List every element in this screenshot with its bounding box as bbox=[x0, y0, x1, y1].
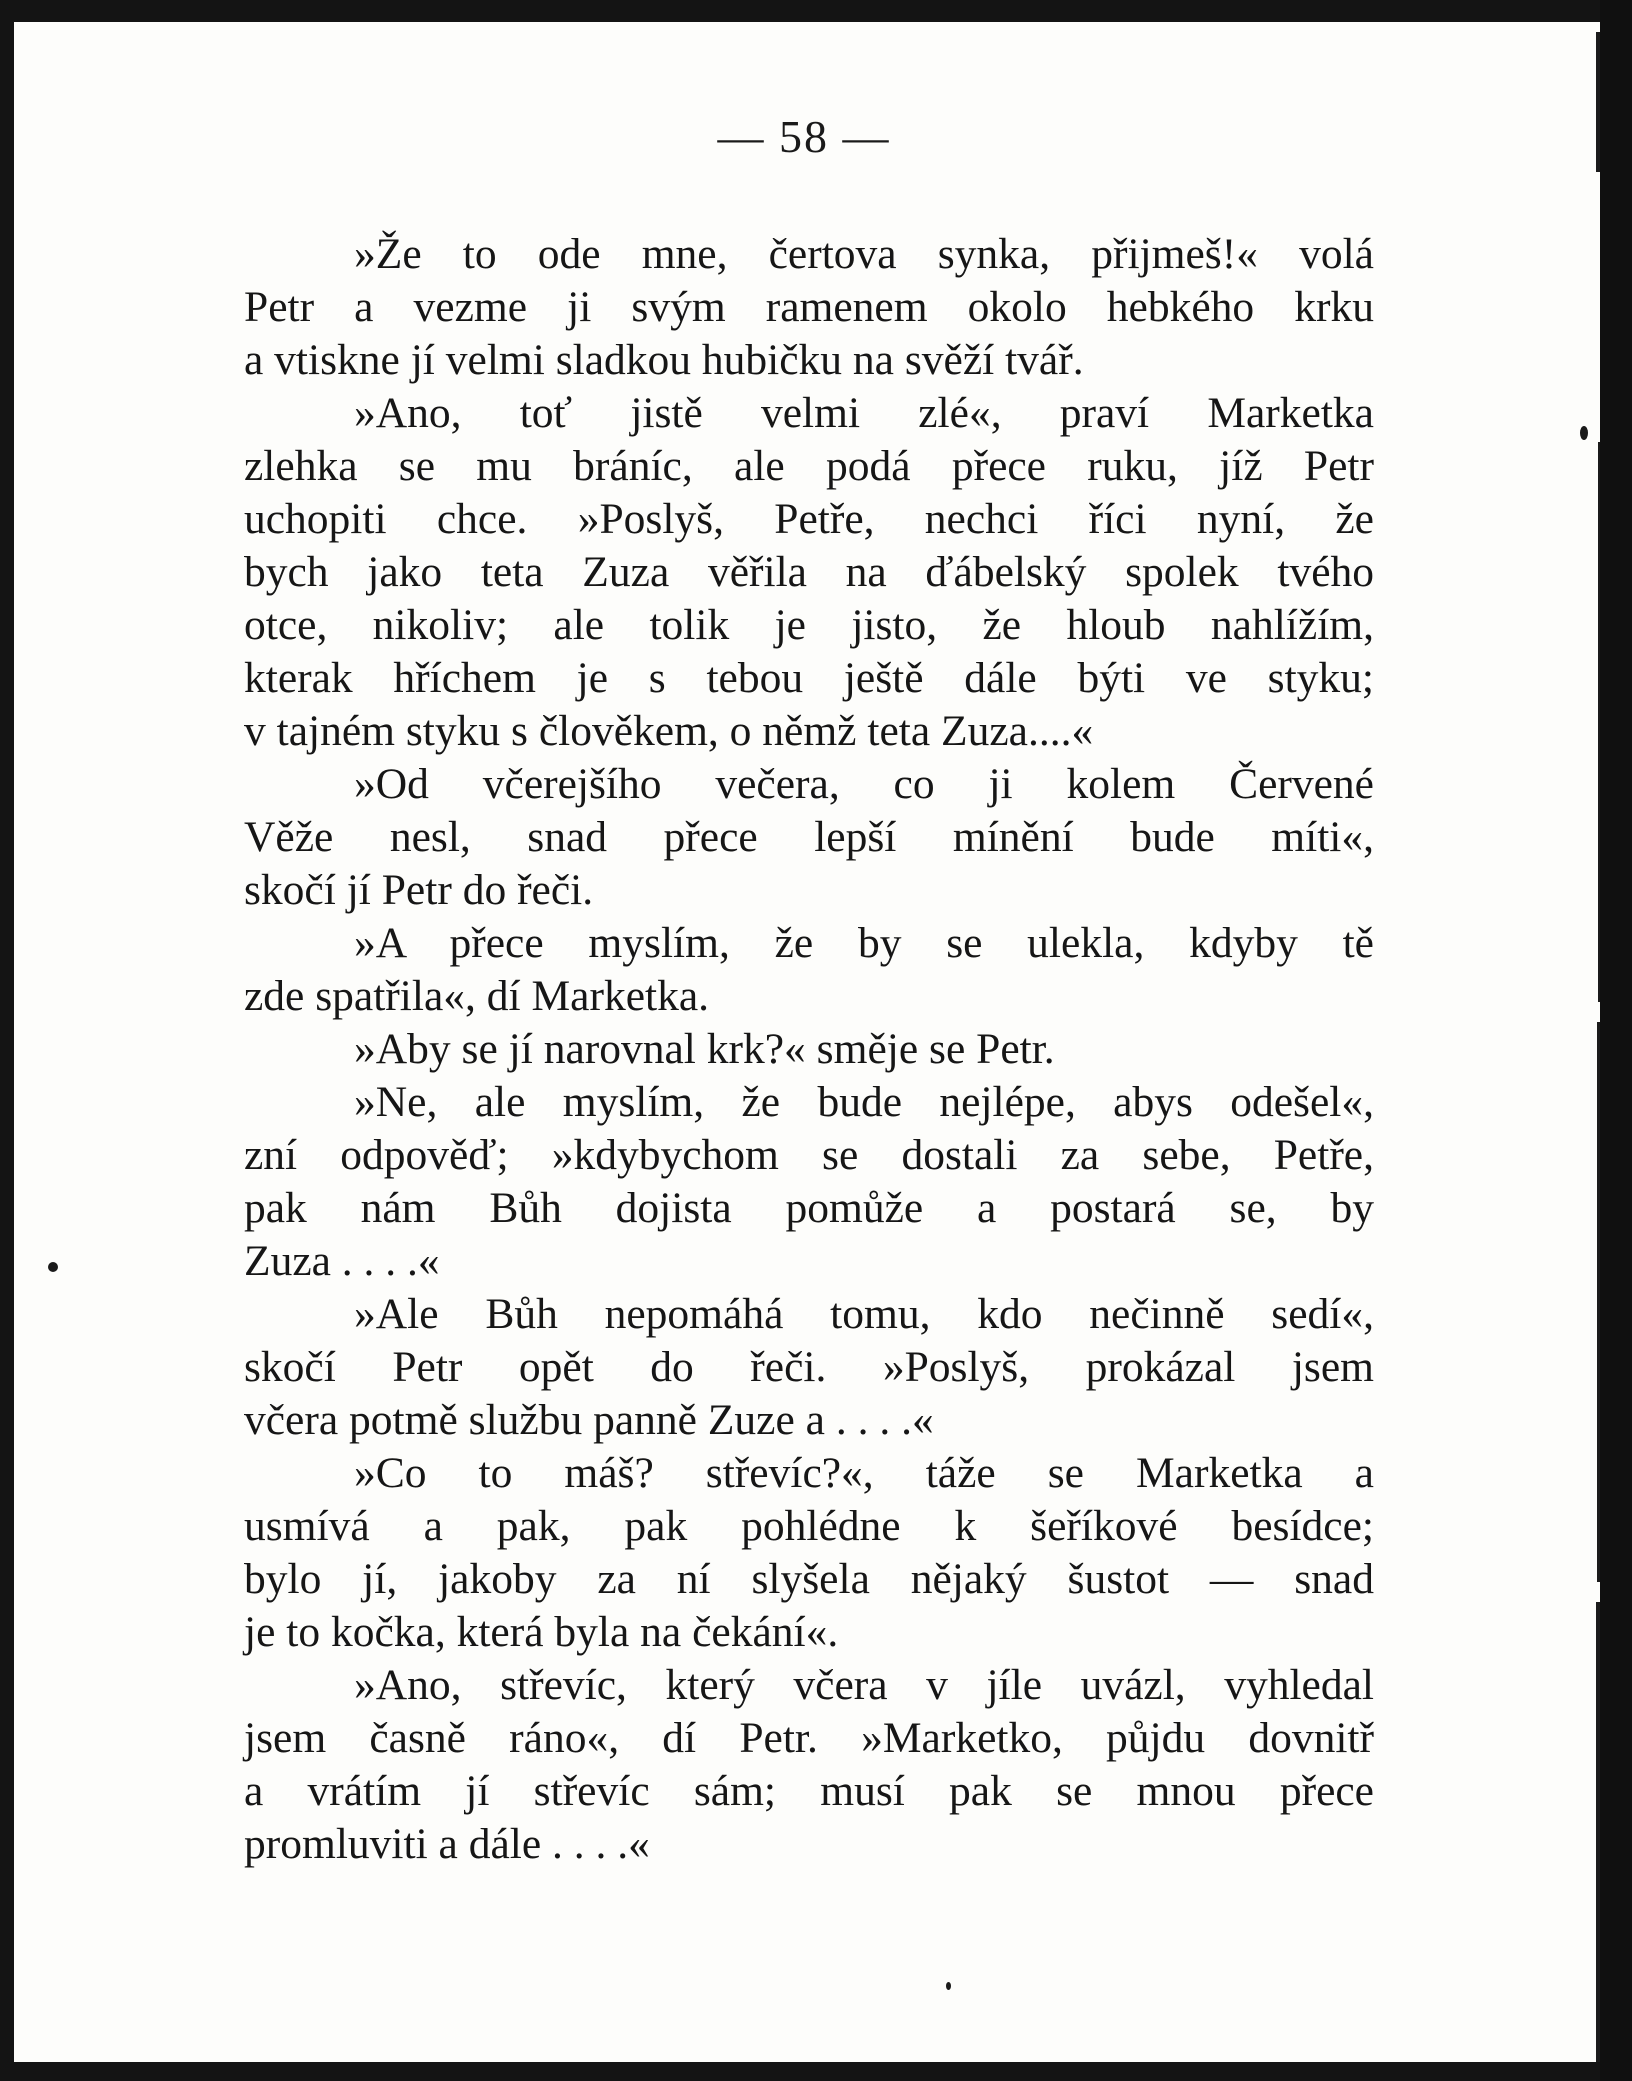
text-line: promluviti a dále . . . .« bbox=[244, 1820, 650, 1868]
text-line: Petr a vezme ji svým ramenem okolo hebkého krku bbox=[244, 283, 1374, 331]
paragraph bbox=[244, 387, 1374, 758]
text-line: »Co to máš? střevíc?«, táže se Marketka a bbox=[354, 1449, 1374, 1497]
text-line: »Ne, ale myslím, že bude nejlépe, abys odešel«, bbox=[354, 1078, 1374, 1126]
text-line: »Ano, toť jistě velmi zlé«, praví Marketka bbox=[354, 389, 1374, 437]
paragraph bbox=[244, 917, 1374, 1023]
text-line: kterak hříchem je s tebou ještě dále býti ve styku; bbox=[244, 654, 1374, 702]
body-text bbox=[244, 228, 1374, 1871]
page-number: — 58 — bbox=[717, 111, 891, 162]
text-line: »Ano, střevíc, který včera v jíle uvázl, vyhledal bbox=[354, 1661, 1374, 1709]
scan-speck bbox=[1580, 426, 1588, 440]
text-line: zde spatřila«, dí Marketka. bbox=[244, 972, 710, 1020]
text-line: »Ale Bůh nepomáhá tomu, kdo nečinně sedí«, bbox=[354, 1290, 1374, 1338]
scan-speck bbox=[48, 1262, 58, 1272]
scan-border bbox=[1600, 0, 1632, 2081]
text-line: »Od včerejšího večera, co ji kolem Červené bbox=[354, 760, 1374, 808]
text-line: a vtiskne jí velmi sladkou hubičku na svěží tvář. bbox=[244, 336, 1084, 384]
text-line: v tajném styku s člověkem, o němž teta Zuza....« bbox=[244, 707, 1094, 755]
text-line: Věže nesl, snad přece lepší mínění bude míti«, bbox=[244, 813, 1374, 861]
text-line: »Že to ode mne, čertova synka, přijmeš!« volá bbox=[354, 230, 1374, 278]
paragraph bbox=[244, 758, 1374, 917]
text-line: zní odpověď; »kdybychom se dostali za sebe, Petře, bbox=[244, 1131, 1374, 1179]
text-line: jsem časně ráno«, dí Petr. »Marketko, půjdu dovnitř bbox=[244, 1714, 1374, 1762]
text-line: »Aby se jí narovnal krk?« směje se Petr. bbox=[354, 1025, 1055, 1073]
paragraph bbox=[244, 1023, 1374, 1076]
scan-speck bbox=[946, 1982, 951, 1990]
text-line: »A přece myslím, že by se ulekla, kdyby tě bbox=[354, 919, 1374, 967]
text-line: skočí jí Petr do řeči. bbox=[244, 866, 594, 914]
text-line: otce, nikoliv; ale tolik je jisto, že hloub nahlížím, bbox=[244, 601, 1374, 649]
text-line: bych jako teta Zuza věřila na ďábelský spolek tvého bbox=[244, 548, 1374, 596]
paragraph bbox=[244, 228, 1374, 387]
paragraph bbox=[244, 1288, 1374, 1447]
paragraph bbox=[244, 1447, 1374, 1659]
text-line: skočí Petr opět do řeči. »Poslyš, prokázal jsem bbox=[244, 1343, 1374, 1391]
text-line: pak nám Bůh dojista pomůže a postará se, by bbox=[244, 1184, 1374, 1232]
scanned-page bbox=[14, 22, 1600, 2062]
text-line: zlehka se mu bráníc, ale podá přece ruku, jíž Petr bbox=[244, 442, 1374, 490]
text-line: usmívá a pak, pak pohlédne k šeříkové besídce; bbox=[244, 1502, 1374, 1550]
text-line: včera potmě službu panně Zuze a . . . .« bbox=[244, 1396, 934, 1444]
text-line: uchopiti chce. »Poslyš, Petře, nechci říci nyní, že bbox=[244, 495, 1374, 543]
paragraph bbox=[244, 1659, 1374, 1871]
text-line: a vrátím jí střevíc sám; musí pak se mnou přece bbox=[244, 1767, 1374, 1815]
paragraph bbox=[244, 1076, 1374, 1288]
text-line: Zuza . . . .« bbox=[244, 1237, 440, 1285]
text-line: je to kočka, která byla na čekání«. bbox=[244, 1608, 839, 1656]
text-line: bylo jí, jakoby za ní slyšela nějaký šustot — snad bbox=[244, 1555, 1374, 1603]
